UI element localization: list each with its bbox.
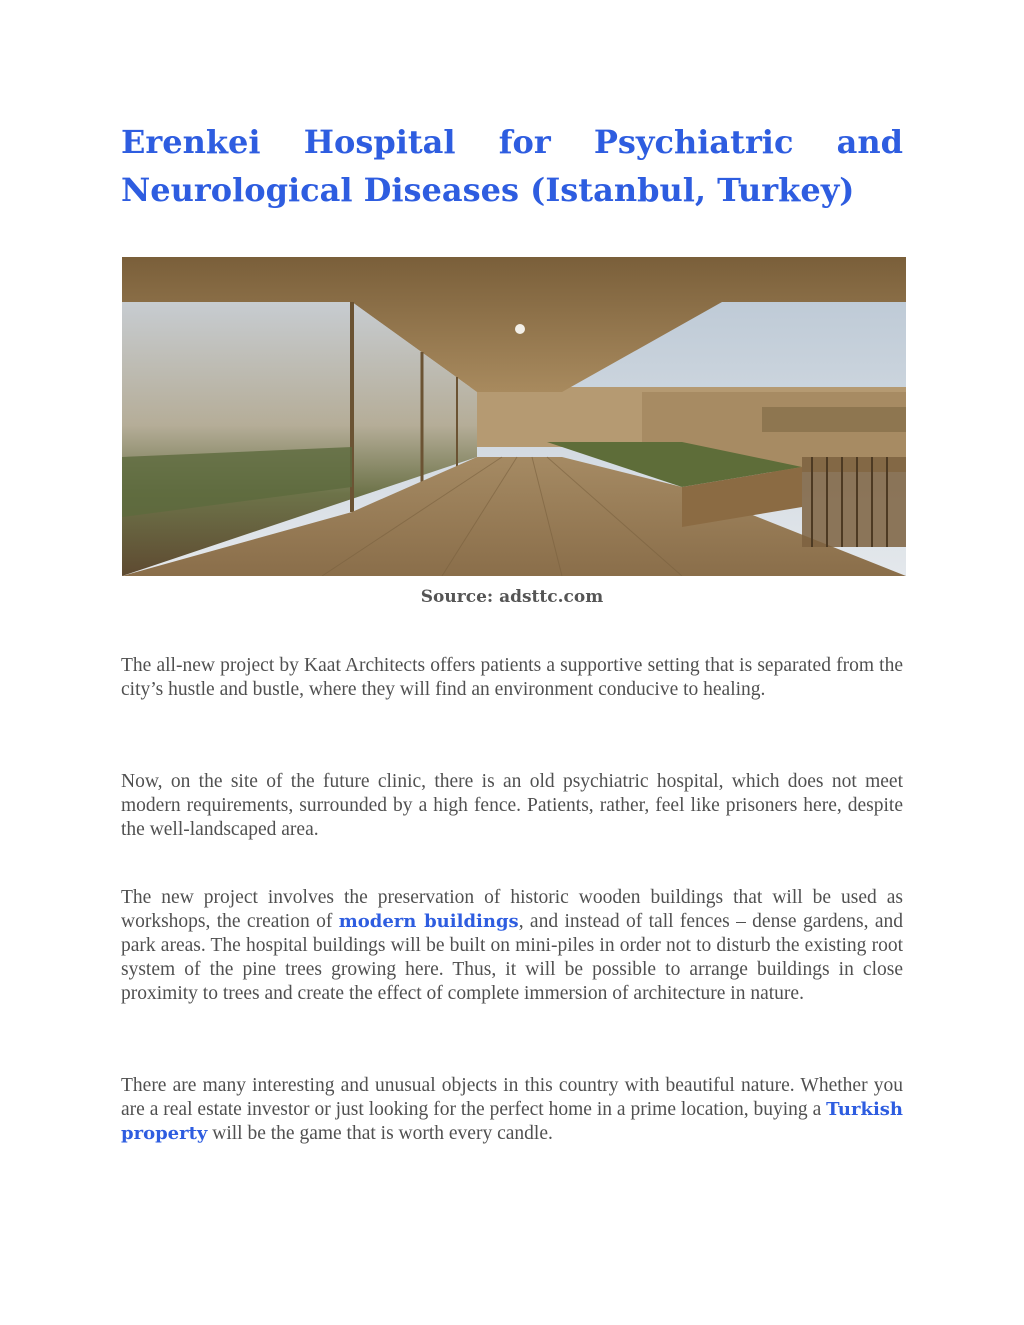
paragraph-intro: The all-new project by Kaat Architects offers patients a supportive setting that is separated from the city’s hustle and bustle, where they will find an environment conducive to healing. bbox=[121, 655, 903, 700]
paragraph-property bbox=[121, 1074, 903, 1146]
paragraph-property-text-1: There are many interesting and unusual objects in this country with beautiful nature. Whether you are a real estate investor or just looking for the perfect home in a prime location, buying a bbox=[121, 1075, 903, 1120]
image-source-caption: Source: adsttc.com bbox=[420, 587, 604, 607]
paragraph-new-project bbox=[121, 886, 903, 1006]
paragraph-old-hospital: Now, on the site of the future clinic, there is an old psychiatric hospital, which does not meet modern requirements, surrounded by a high fence. Patients, rather, feel like prisoners here, despite the well-landscaped area. bbox=[121, 771, 903, 840]
paragraph-property-text-2: will be the game that is worth every candle. bbox=[207, 1123, 553, 1144]
modern-buildings-link[interactable]: modern buildings bbox=[338, 911, 519, 932]
paragraph-new-project-text-1: The new project involves the preservation of historic wooden buildings that will be used as workshops, the creation of bbox=[121, 887, 903, 932]
turkish-property-link[interactable]: Turkish property bbox=[121, 1099, 903, 1144]
courtyard-photo bbox=[122, 257, 906, 576]
paragraph-new-project-text-2: , and instead of tall fences – dense gardens, and park areas. The hospital buildings will be built on mini-piles in order not to disturb the existing root system of the pine trees growing here. Thus, it will be possible to arrange buildings in close proximity to trees and create the effect of complete immersion of architecture in nature. bbox=[121, 911, 903, 1004]
page-title: Erenkei Hospital for Psychiatric and Neurological Diseases (Istanbul, Turkey) bbox=[121, 123, 903, 209]
